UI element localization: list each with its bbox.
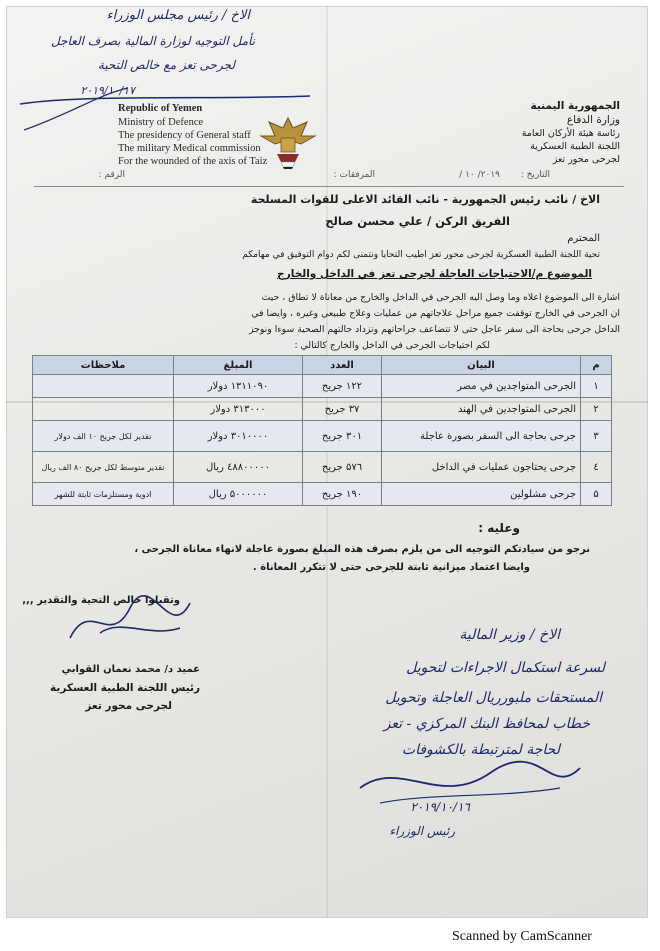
table-row	[33, 375, 612, 398]
letterhead-ar-ministry: وزارة الدفاع	[566, 114, 620, 126]
directive-line-1: الاخ / وزير المالية	[459, 627, 560, 643]
header-count: العدد	[303, 356, 382, 375]
letterhead-ar-axis: لجرحى محور تعز	[552, 154, 620, 165]
table-row	[33, 421, 612, 452]
row-index: ۵	[581, 483, 612, 506]
row-note: ادوية ومستلزمات ثابتة للشهر	[33, 483, 174, 506]
regards-line: وتقبلوا خالص التحية والتقدير ,,,	[22, 595, 180, 606]
signatory-unit: لجرحى محور تعز	[85, 700, 172, 712]
row-count: ۵۷٦ جريح	[303, 452, 382, 483]
request-line-2: وايضا اعتماد ميزانية ثابتة للجرحى حتى لا تتكرر المعاناة .	[252, 562, 530, 573]
attachments-label: المرفقات :	[333, 170, 375, 180]
row-description: جرحى بحاجة الى السفر بصورة عاجلة	[382, 421, 581, 452]
subject-line: الموضوع م/الاحتياجات العاجلة لجرحى تعز في الداخل والخارج	[277, 268, 592, 280]
request-line-1: نرجو من سيادتكم التوجيه الى من يلزم بصرف هذه المبلغ بصورة عاجلة لانهاء معاناة الجرحى ،	[134, 544, 590, 555]
addressee-line: الاخ / نائب رئيس الجمهورية - نائب القائد الاعلى للقوات المسلحة	[250, 193, 600, 206]
letterhead-en-wounded: For the wounded of the axis of Taiz	[118, 156, 268, 167]
row-note	[33, 398, 174, 421]
row-description: الجرحى المتواجدين في الهند	[382, 398, 581, 421]
directive-title: رئيس الوزراء	[389, 824, 455, 838]
letterhead-ar-country: الجمهورية اليمنية	[530, 100, 620, 112]
row-index: ۳	[581, 421, 612, 452]
addressee-honorific: المحترم	[567, 233, 600, 244]
letterhead-en-commission: The military Medical commission	[118, 143, 261, 154]
table-header-row	[33, 356, 612, 375]
handwritten-note-line3: لجرحى تعز مع خالص التحية	[97, 58, 235, 72]
row-description: جرحى يحتاجون عمليات في الداخل	[382, 452, 581, 483]
yemen-eagle-emblem-icon	[255, 112, 321, 170]
needs-table	[32, 355, 612, 506]
camscanner-watermark: Scanned by CamScanner	[452, 929, 592, 944]
row-amount: ٤۸۸۰۰۰۰۰ ريال	[174, 452, 303, 483]
signatory-name: عميد د/ محمد نعمان القوابي	[61, 664, 200, 675]
addressee-name: الفريق الركن / علي محسن صالح	[325, 214, 510, 228]
row-count: ۱۹۰ جريح	[303, 483, 382, 506]
row-amount: ۱۳۱۱۰۹۰ دولار	[174, 375, 303, 398]
row-amount: ۵۰۰۰۰۰۰ ريال	[174, 483, 303, 506]
header-description: البيان	[382, 356, 581, 375]
directive-date: ۲۰۱۹/۱۰/۱٦	[410, 800, 470, 814]
table-row	[33, 398, 612, 421]
date-label: التاريخ :	[520, 170, 550, 180]
row-amount: ۳۰۱۰۰۰۰ دولار	[174, 421, 303, 452]
body-line-1: اشارة الى الموضوع اعلاه وما وصل اليه الجرحى في الداخل والخارج من معاناة لا تطاق ، حيث	[261, 292, 620, 303]
row-index: ۲	[581, 398, 612, 421]
directive-line-4: خطاب لمحافظ البنك المركزي - تعز	[383, 716, 590, 732]
directive-signature	[350, 748, 590, 818]
body-line-2: ان الجرحى في الخارج توقفت جميع مراحل علاجاتهم من عمليات وعلاج طبيعي وغيره ، وايضا في	[251, 308, 620, 319]
row-note	[33, 375, 174, 398]
header-index: م	[581, 356, 612, 375]
reference-label: الرقم :	[98, 170, 125, 180]
row-amount: ۳۱۳۰۰۰ دولار	[174, 398, 303, 421]
handwritten-note-line1: الاخ / رئيس مجلس الوزراء	[106, 8, 250, 23]
handwritten-note-line2: نأمل التوجيه لوزارة المالية بصرف العاجل	[51, 34, 255, 48]
therefore-heading: وعليه :	[478, 521, 520, 535]
handwritten-note-date: ۲۰۱۹/۱۰/۱۷	[80, 84, 135, 97]
header-notes: ملاحظات	[33, 356, 174, 375]
table-row	[33, 483, 612, 506]
row-index: ۱	[581, 375, 612, 398]
signatory-title: رئيس اللجنة الطبية العسكرية	[50, 682, 200, 694]
row-count: ۳۷ جريح	[303, 398, 382, 421]
directive-line-3: المستحقات ملبورريال العاجلة وتحويل	[385, 690, 602, 706]
row-note: تقدير متوسط لكل جريح ۸۰ الف ريال	[33, 452, 174, 483]
greeting-line: تحية اللجنة الطبية العسكرية لجرحى محور تعز اطيب التحايا ونتمنى لكم دوام التوفيق في مهامكم	[242, 250, 600, 260]
letterhead-en-country: Republic of Yemen	[118, 103, 203, 114]
row-count: ۱۲۲ جريح	[303, 375, 382, 398]
body-line-4: لكم احتياجات الجرحى في الداخل والخارج كالتالي :	[294, 340, 490, 351]
signature-scribble	[60, 588, 210, 658]
body-line-3: الداخل جرحى بحاجة الى سفر عاجل حتى لا تتضاعف جراحاتهم وتزداد حالتهم الصحية سوءا ونوجز	[248, 324, 620, 335]
row-description: الجرحى المتواجدين في مصر	[382, 375, 581, 398]
directive-line-2: لسرعة استكمال الاجراءات لتحويل	[406, 660, 605, 676]
table-row	[33, 452, 612, 483]
directive-line-5: لحاجة لمترتبطة بالكشوفات	[401, 742, 560, 758]
row-note: تقدير لكل جريح ۱۰ الف دولار	[33, 421, 174, 452]
header-amount: المبلغ	[174, 356, 303, 375]
row-description: جرحى مشلولين	[382, 483, 581, 506]
date-value: ۲۰۱۹/ ۱۰ /	[459, 170, 500, 180]
letterhead-en-presidency: The presidency of General staff	[118, 130, 251, 141]
header-divider	[34, 186, 624, 187]
letterhead-en-ministry: Ministry of Defence	[118, 117, 204, 128]
row-count: ۳۰۱ جريح	[303, 421, 382, 452]
letterhead-ar-presidency: رئاسة هيئة الأركان العامة	[521, 128, 620, 139]
row-index: ٤	[581, 452, 612, 483]
letterhead-ar-commission: اللجنة الطبية العسكرية	[530, 141, 620, 152]
